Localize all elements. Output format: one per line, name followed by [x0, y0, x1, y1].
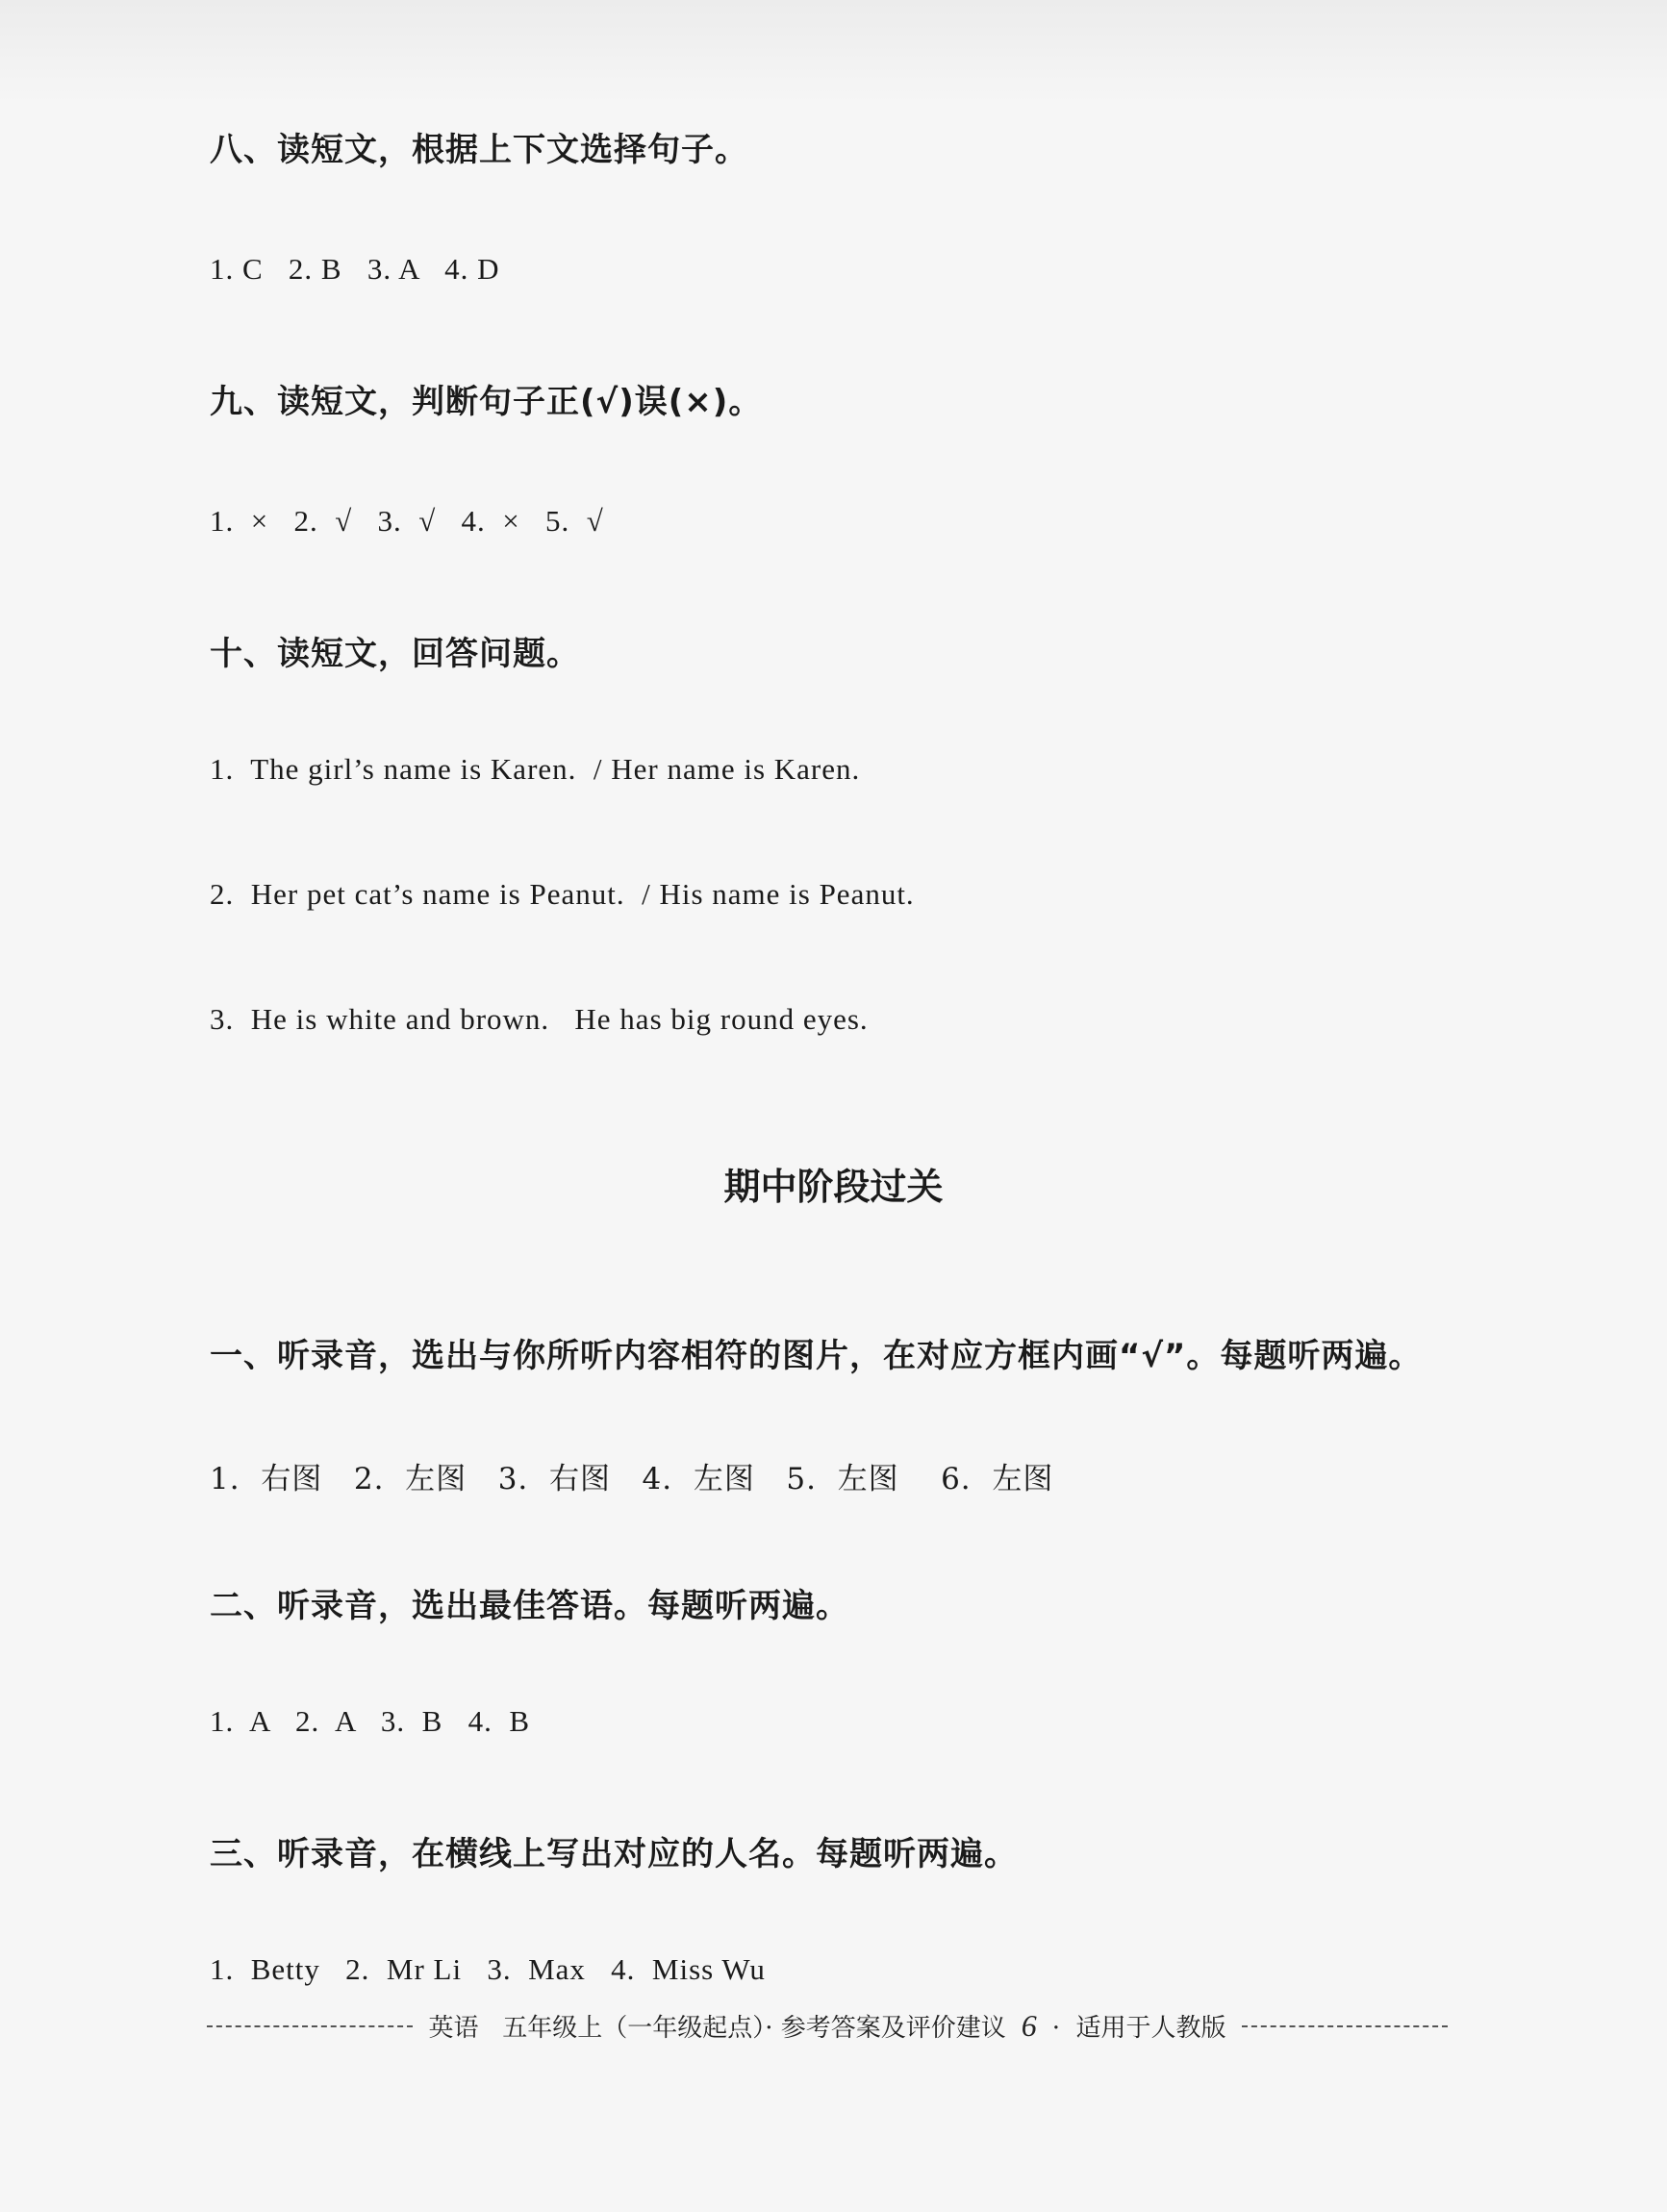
- section-10-answer-2: 2. Her pet cat’s name is Peanut. / His name is Peanut.: [210, 877, 915, 911]
- section-10-heading: 十、读短文，回答问题。: [210, 635, 580, 673]
- scan-shadow: [0, 0, 1667, 106]
- section-3-answers: 1. Betty 2. Mr Li 3. Max 4. Miss Wu: [210, 1952, 766, 1986]
- footer-edition: · 适用于人教版: [1051, 2014, 1226, 2043]
- section-1-heading: 一、听录音，选出与你所听内容相符的图片，在对应方框内画“√”。每题听两遍。: [210, 1337, 1423, 1375]
- section-10-answer-1: 1. The girl’s name is Karen. / Her name is Karen.: [210, 752, 861, 786]
- section-2-answers: 1. A 2. A 3. B 4. B: [210, 1704, 531, 1738]
- section-10-answer-3: 3. He is white and brown. He has big round eyes.: [210, 1002, 869, 1036]
- section-3-heading: 三、听录音，在横线上写出对应的人名。每题听两遍。: [210, 1835, 1018, 1873]
- page-number: 6: [1021, 2008, 1037, 2043]
- page-footer: [207, 2008, 1448, 2044]
- section-9-answers: 1. × 2. √ 3. √ 4. × 5. √: [210, 504, 604, 538]
- footer-left-rule: [207, 2025, 413, 2027]
- section-9-heading: 九、读短文，判断句子正(√)误(×)。: [210, 383, 763, 421]
- section-1-answers: 1. 右图 2. 左图 3. 右图 4. 左图 5. 左图 6. 左图: [210, 1462, 1054, 1496]
- section-8-answers: 1. C 2. B 3. A 4. D: [210, 252, 500, 286]
- footer-subject: 英语 五年级上（一年级起点）· 参考答案及评价建议: [428, 2014, 1006, 2043]
- footer-right-rule: [1242, 2025, 1448, 2027]
- section-8-heading: 八、读短文，根据上下文选择句子。: [210, 131, 748, 169]
- section-2-heading: 二、听录音，选出最佳答语。每题听两遍。: [210, 1587, 849, 1625]
- page-title: 期中阶段过关: [723, 1165, 944, 1208]
